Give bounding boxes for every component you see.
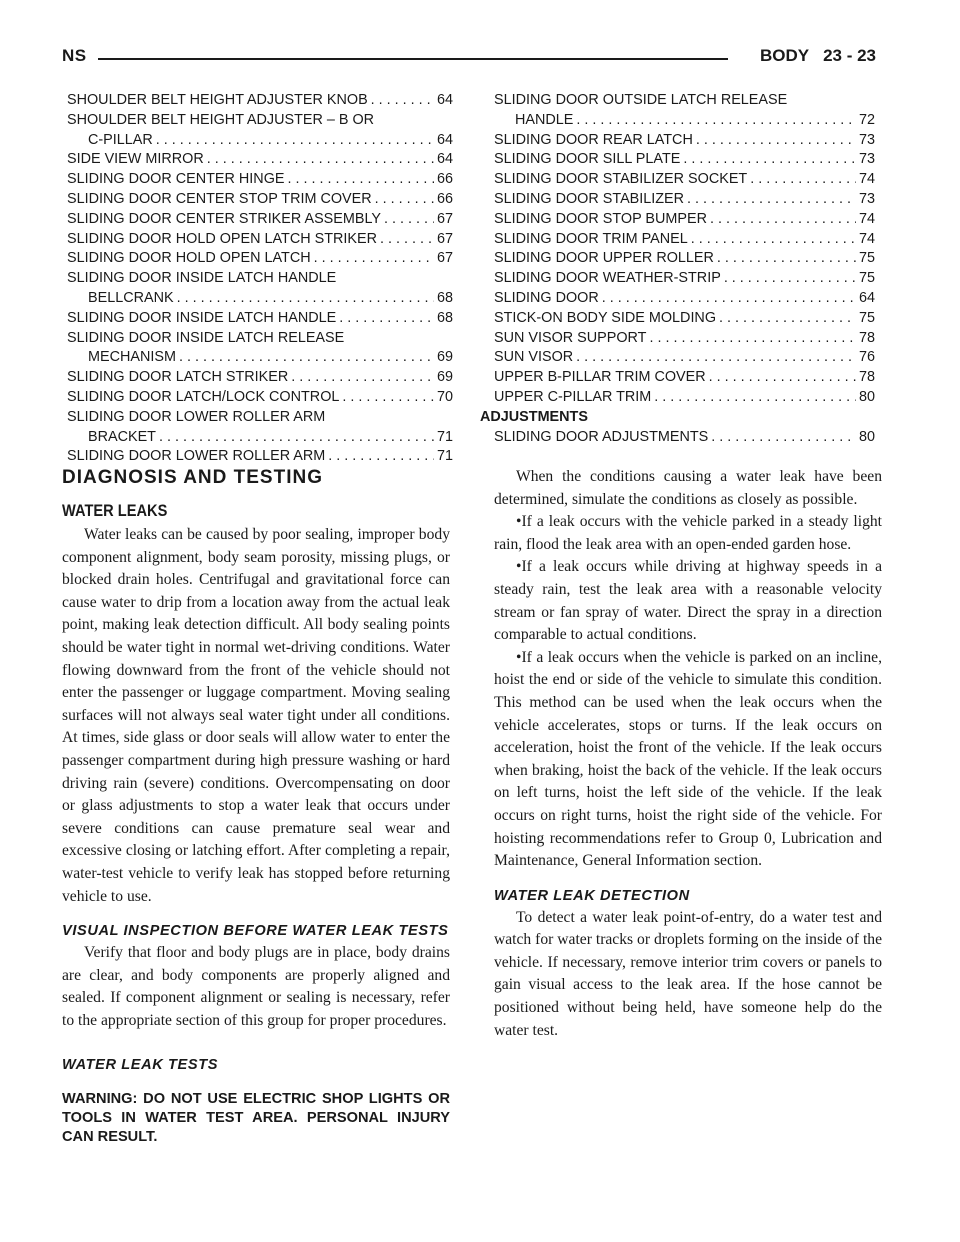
- toc-page-number: 67: [436, 250, 453, 267]
- toc-page-number: 68: [436, 309, 453, 326]
- toc-dot-leader: [287, 170, 434, 190]
- toc-dot-leader: [384, 210, 434, 230]
- toc-entry: [67, 329, 453, 369]
- warning-notice: WARNING: DO NOT USE ELECTRIC SHOP LIGHTS OR TOOLS IN WATER TEST AREA. PERSONAL INJURY CAN RESULT.: [62, 1091, 450, 1146]
- toc-entry-title: SLIDING DOOR LOWER ROLLER ARM: [67, 408, 326, 425]
- header-section-name: BODY: [759, 46, 810, 65]
- toc-dot-leader: [696, 131, 856, 151]
- toc-page-number: 73: [858, 151, 875, 168]
- toc-dot-leader: [719, 309, 856, 329]
- toc-page-number: 73: [858, 131, 875, 148]
- toc-page-number: 75: [858, 250, 875, 267]
- toc-dot-leader: [717, 249, 856, 269]
- page-header: [62, 46, 876, 72]
- toc-entry: [494, 329, 875, 349]
- toc-entry-title: SLIDING DOOR TRIM PANEL: [494, 230, 688, 247]
- toc-entry: [494, 348, 875, 368]
- toc-dot-leader: [654, 388, 856, 408]
- toc-entry-title: SLIDING DOOR CENTER STRIKER ASSEMBLY: [67, 210, 381, 227]
- toc-entry-title: SLIDING DOOR INSIDE LATCH HANDLE: [67, 270, 337, 287]
- toc-entry-title: SLIDING DOOR WEATHER-STRIP: [494, 270, 721, 287]
- toc-page-number: 70: [436, 388, 453, 405]
- toc-page-number: 69: [436, 349, 453, 366]
- toc-entry: [494, 249, 875, 269]
- toc-dot-leader: [683, 150, 856, 170]
- toc-entry-title-continued: C-PILLAR: [88, 131, 153, 148]
- toc-dot-leader: [156, 131, 434, 151]
- toc-entry: [67, 408, 453, 448]
- toc-page-number: 67: [436, 210, 453, 227]
- toc-entry-title: UPPER B-PILLAR TRIM COVER: [494, 369, 706, 386]
- toc-entry-title-continued: BELLCRANK: [88, 289, 174, 306]
- water-leaks-heading: WATER LEAKS: [62, 501, 168, 520]
- toc-entry: [67, 190, 453, 210]
- toc-entry: [67, 150, 453, 170]
- toc-right-column: [480, 91, 875, 447]
- toc-entry: [67, 388, 453, 408]
- toc-page-number: 74: [858, 230, 875, 247]
- toc-entry-title: SLIDING DOOR INSIDE LATCH RELEASE: [67, 329, 345, 346]
- toc-entry-title: SUN VISOR: [494, 349, 574, 366]
- toc-entry-title: SLIDING DOOR HOLD OPEN LATCH STRIKER: [67, 230, 377, 247]
- toc-entry-title-continued: MECHANISM: [88, 349, 176, 366]
- toc-entry-title: SLIDING DOOR REAR LATCH: [494, 131, 693, 148]
- toc-left-column: [67, 91, 453, 467]
- toc-dot-leader: [328, 447, 434, 467]
- toc-page-number: 67: [436, 230, 453, 247]
- toc-entry: [67, 210, 453, 230]
- toc-dot-leader: [750, 170, 856, 190]
- toc-entry-title: SLIDING DOOR LATCH STRIKER: [67, 369, 289, 386]
- toc-dot-leader: [709, 368, 856, 388]
- toc-entry-title: SLIDING DOOR SILL PLATE: [494, 151, 681, 168]
- water-leak-tests-heading: WATER LEAK TESTS: [62, 1057, 219, 1074]
- toc-entry: [67, 447, 453, 467]
- toc-entry: [494, 368, 875, 388]
- toc-dot-leader: [649, 329, 856, 349]
- toc-entry: [494, 210, 875, 230]
- toc-entry: [494, 309, 875, 329]
- bullet-text: If a leak occurs while driving at highway speeds in a steady rain, test the leak area with a reasonable velocity stream or fan spray of water. Direct the spray in a direction comparable to actual conditions.: [494, 558, 882, 644]
- toc-dot-leader: [314, 249, 434, 269]
- body-left-column: [62, 466, 450, 1147]
- toc-dot-leader: [179, 348, 434, 368]
- toc-page-number: 80: [858, 388, 875, 405]
- toc-entry: [67, 249, 453, 269]
- toc-entry: [494, 230, 875, 250]
- toc-entry-title: SHOULDER BELT HEIGHT ADJUSTER – B OR: [67, 111, 375, 128]
- toc-adjustments-heading: ADJUSTMENTS: [480, 408, 588, 425]
- toc-dot-leader: [371, 91, 434, 111]
- bullet-item: [494, 647, 882, 873]
- toc-entry: [67, 269, 453, 309]
- toc-page-number: 66: [436, 171, 453, 188]
- toc-entry-title: SLIDING DOOR STABILIZER SOCKET: [494, 171, 748, 188]
- toc-entry: [67, 91, 453, 111]
- toc-entry-title: SLIDING DOOR CENTER HINGE: [67, 171, 285, 188]
- toc-entry: [67, 111, 453, 151]
- water-leak-detection-heading: WATER LEAK DETECTION: [494, 887, 690, 904]
- toc-page-number: 64: [436, 151, 453, 168]
- toc-entry: [494, 428, 875, 448]
- toc-entry: [494, 150, 875, 170]
- toc-page-number: 64: [436, 131, 453, 148]
- visual-inspection-heading: VISUAL INSPECTION BEFORE WATER LEAK TESTS: [62, 923, 449, 940]
- toc-entry-title: SLIDING DOOR LATCH/LOCK CONTROL: [67, 388, 340, 405]
- toc-page-number: 71: [436, 428, 453, 445]
- toc-page-number: 78: [858, 369, 875, 386]
- conditions-intro-paragraph: When the conditions causing a water leak have been determined, simulate the conditions as closely as possible.: [494, 468, 882, 508]
- toc-page-number: 66: [436, 190, 453, 207]
- toc-entry-title: UPPER C-PILLAR TRIM: [494, 388, 652, 405]
- toc-dot-leader: [291, 368, 434, 388]
- toc-entry-title-continued: HANDLE: [515, 111, 574, 128]
- toc-entry-title: SLIDING DOOR STOP BUMPER: [494, 210, 707, 227]
- toc-dot-leader: [159, 428, 434, 448]
- toc-entry: [494, 91, 875, 131]
- toc-entry-title: SLIDING DOOR LOWER ROLLER ARM: [67, 448, 326, 465]
- toc-entry-title: SHOULDER BELT HEIGHT ADJUSTER KNOB: [67, 92, 368, 108]
- toc-entry-title: SUN VISOR SUPPORT: [494, 329, 647, 346]
- toc-entry: [67, 170, 453, 190]
- toc-entry-title: SLIDING DOOR ADJUSTMENTS: [494, 428, 709, 445]
- header-model-code: NS: [62, 46, 87, 65]
- bullet-item: [494, 511, 882, 556]
- header-right: [760, 46, 876, 66]
- toc-page-number: 75: [858, 270, 875, 287]
- toc-entry: [67, 230, 453, 250]
- toc-entry-title: SLIDING DOOR: [494, 289, 599, 306]
- visual-inspection-paragraph: Verify that floor and body plugs are in place, body drains are clear, and body components are properly aligned and sealed. If component alignment or sealing is necessary, refer to the appropriate section of this group for proper procedures.: [62, 944, 450, 1029]
- toc-page-number: 72: [858, 111, 875, 128]
- toc-page-number: 78: [858, 329, 875, 346]
- body-right-column: [494, 466, 882, 1042]
- bullet-glyph: •: [516, 513, 522, 531]
- toc-entry-title: SLIDING DOOR UPPER ROLLER: [494, 250, 714, 267]
- toc-dot-leader: [710, 210, 856, 230]
- toc-dot-leader: [576, 111, 856, 131]
- toc-entry: [494, 190, 875, 210]
- toc-dot-leader: [602, 289, 856, 309]
- toc-page-number: 68: [436, 289, 453, 306]
- bullet-glyph: •: [516, 558, 522, 576]
- toc-dot-leader: [339, 309, 434, 329]
- header-rule: [98, 58, 728, 60]
- toc-entry: [494, 170, 875, 190]
- toc-dot-leader: [711, 428, 856, 448]
- bullet-text: If a leak occurs when the vehicle is parked on an incline, hoist the end or side of the vehicle to simulate this condition. This method can be used when the leak occurs when the vehicle accelerates, stops or turns. If the leak occurs on acceleration, hoist the front of the vehicle. If the leak occurs when braking, hoist the back of the vehicle. If the leak occurs on left turns, hoist the left side of the vehicle. If the leak occurs on right turns, hoist the right side of the vehicle. For hoisting recommendations refer to Group 0, Lubrication and Maintenance, General Information section.: [494, 648, 882, 870]
- toc-page-number: 74: [858, 210, 875, 227]
- bullet-item: [494, 556, 882, 646]
- toc-entry-title: SLIDING DOOR STABILIZER: [494, 190, 685, 207]
- toc-dot-leader: [380, 230, 434, 250]
- header-page-number: 23 - 23: [823, 46, 876, 65]
- toc-page-number: 75: [858, 309, 875, 326]
- toc-dot-leader: [342, 388, 434, 408]
- toc-page-number: 64: [858, 289, 875, 306]
- toc-entry-title: SLIDING DOOR INSIDE LATCH HANDLE: [67, 309, 337, 326]
- toc-entry-title-continued: BRACKET: [88, 428, 156, 445]
- toc-dot-leader: [687, 190, 856, 210]
- water-leak-detection-paragraph: To detect a water leak point-of-entry, do a water test and watch for water tracks or droplets forming on the inside of the vehicle. If necessary, remove interior trim covers or panels to gain visual access to the leak area. If the hose cannot be positioned without being held, have someone help do the water test.: [494, 908, 882, 1039]
- toc-entry-title: SLIDING DOOR HOLD OPEN LATCH: [67, 250, 311, 267]
- toc-page-number: 64: [436, 92, 453, 108]
- toc-entry: [494, 388, 875, 408]
- toc-entry-title: SIDE VIEW MIRROR: [67, 151, 204, 168]
- toc-entry: [67, 309, 453, 329]
- toc-page-number: 80: [858, 428, 875, 445]
- toc-entry: [494, 131, 875, 151]
- toc-entry: [67, 368, 453, 388]
- toc-entry-title: SLIDING DOOR OUTSIDE LATCH RELEASE: [494, 92, 788, 108]
- toc-page-number: 73: [858, 190, 875, 207]
- toc-page-number: 74: [858, 171, 875, 188]
- toc-dot-leader: [375, 190, 434, 210]
- toc-entry: [494, 269, 875, 289]
- toc-dot-leader: [724, 269, 856, 289]
- toc-dot-leader: [177, 289, 434, 309]
- toc-page-number: 71: [436, 448, 453, 465]
- toc-page-number: 76: [858, 349, 875, 366]
- toc-dot-leader: [576, 348, 856, 368]
- water-leaks-paragraph: Water leaks can be caused by poor sealing, improper body component alignment, body seam porosity, missing plugs, or blocked drain holes. Centrifugal and gravitational force can cause water to drip from a location away from the actual leak point, making leak detection difficult. All body sealing points should be water tight in normal wet-driving conditions. Water flowing downward from the front of the vehicle should not enter the passenger or luggage compartment. Moving sealing surfaces will not always seal water tight under all conditions. At times, side glass or door seals will allow water to enter the passenger compartment during high pressure washing or hard driving rain (severe) conditions. Overcompensating on door or glass adjustments to stop a water leak that occurs under severe conditions can cause premature seal wear and excessive closing or latching effort. After completing a repair, water-test vehicle to verify leak has stopped before returning vehicle to use.: [62, 526, 450, 905]
- bullet-glyph: •: [516, 648, 522, 666]
- toc-dot-leader: [691, 230, 856, 250]
- toc-page-number: 69: [436, 369, 453, 386]
- bullet-text: If a leak occurs with the vehicle parked in a steady light rain, flood the leak area with an open-ended garden hose.: [494, 513, 882, 553]
- toc-entry: [494, 289, 875, 309]
- toc-dot-leader: [207, 150, 434, 170]
- toc-entry-title: STICK-ON BODY SIDE MOLDING: [494, 309, 717, 326]
- section-title: DIAGNOSIS AND TESTING: [62, 467, 323, 488]
- toc-entry-title: SLIDING DOOR CENTER STOP TRIM COVER: [67, 190, 372, 207]
